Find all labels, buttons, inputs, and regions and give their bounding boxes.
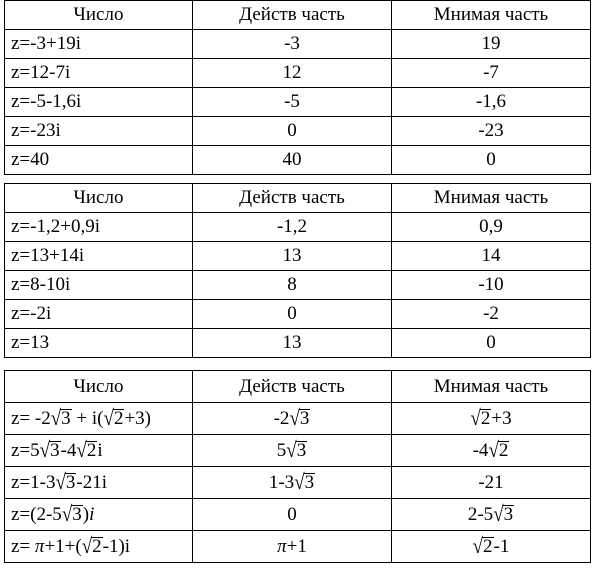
text-part: 2-5 (467, 504, 494, 525)
cell-real: -3 (193, 30, 392, 59)
cell-number (5, 403, 193, 435)
sqrt-expression (286, 435, 307, 466)
table-3 (4, 370, 591, 563)
text-part: i (97, 440, 103, 461)
cell-imag: 0 (392, 329, 591, 358)
cell-number (5, 467, 193, 499)
sqrt-expression (289, 403, 310, 434)
text-part: -2 (273, 408, 290, 429)
cell-real: 0 (193, 499, 392, 531)
cell-number: z=-23i (5, 117, 193, 146)
sqrt-sign: √ (55, 470, 66, 495)
table-row (5, 59, 591, 88)
text-part: 1-3 (268, 472, 295, 493)
cell-real: 40 (193, 146, 392, 175)
sqrt-expression (76, 435, 97, 466)
table-row (5, 146, 591, 175)
cell-real (193, 531, 392, 563)
cell-real: 0 (193, 117, 392, 146)
table-row (5, 88, 591, 117)
sqrt-expression (470, 403, 491, 434)
table-row (5, 531, 591, 563)
cell-number (5, 499, 193, 531)
cell-imag: -1,6 (392, 88, 591, 117)
table-row (5, 435, 591, 467)
cell-imag: 0 (392, 146, 591, 175)
header-real-part: Действ часть (193, 184, 392, 213)
header-imaginary-part: Мнимая часть (392, 184, 591, 213)
text-part: ) (82, 504, 90, 525)
cell-number: z=-5-1,6i (5, 88, 193, 117)
cell-number: z=8-10i (5, 271, 193, 300)
table-row (5, 117, 591, 146)
sqrt-sign: √ (50, 406, 62, 431)
header-imaginary-part: Мнимая часть (392, 1, 591, 30)
text-part: +1 (286, 536, 307, 557)
cell-real: -1,2 (193, 213, 392, 242)
sqrt-expression (473, 531, 494, 562)
table-row (5, 213, 591, 242)
cell-real: 0 (193, 300, 392, 329)
table-1 (4, 0, 591, 175)
table-row (5, 271, 591, 300)
sqrt-expression (488, 435, 509, 466)
radicand: 3 (72, 504, 82, 525)
radicand: 2 (92, 536, 102, 557)
radicand: 3 (503, 504, 514, 525)
sqrt-expression (62, 499, 83, 530)
header-number: Число (5, 1, 193, 30)
sqrt-sign: √ (103, 406, 114, 431)
sqrt-expression (55, 467, 76, 498)
cell-real: 8 (193, 271, 392, 300)
header-number: Число (5, 371, 193, 403)
cell-real: -5 (193, 88, 392, 117)
pi-symbol: π (34, 536, 45, 557)
cell-imag: -23 (392, 117, 591, 146)
radicand: 2 (498, 440, 509, 461)
cell-real: 13 (193, 242, 392, 271)
text-part: -4 (472, 440, 489, 461)
table-row (5, 300, 591, 329)
text-part: -21i (76, 472, 108, 493)
radicand: 2 (113, 408, 124, 429)
cell-number: z=40 (5, 146, 193, 175)
table-row (5, 30, 591, 59)
table-header-row (5, 371, 591, 403)
sqrt-expression (40, 435, 61, 466)
text-part: z=5 (11, 440, 40, 461)
table-row (5, 329, 591, 358)
sqrt-expression (294, 467, 315, 498)
table-row (5, 242, 591, 271)
sqrt-sign: √ (488, 438, 499, 463)
radicand: 2 (480, 408, 491, 429)
table-row (5, 499, 591, 531)
cell-imag (392, 435, 591, 467)
cell-number: z=12-7i (5, 59, 193, 88)
table-row (5, 403, 591, 435)
text-part: z=(2-5 (11, 504, 62, 525)
cell-imag: -21 (392, 467, 591, 499)
sqrt-sign: √ (81, 534, 93, 559)
cell-imag (392, 531, 591, 563)
table-header-row (5, 184, 591, 213)
cell-number (5, 435, 193, 467)
cell-real (193, 467, 392, 499)
cell-number (5, 531, 193, 563)
sqrt-expression (51, 403, 72, 434)
radicand: 3 (299, 408, 310, 429)
sqrt-sign: √ (76, 438, 87, 463)
cell-number: z=13+14i (5, 242, 193, 271)
radicand: 3 (61, 408, 71, 429)
cell-imag: -2 (392, 300, 591, 329)
pi-symbol: π (277, 536, 287, 557)
radicand: 3 (296, 440, 307, 461)
table-2 (4, 183, 591, 358)
text-part: 5 (276, 440, 287, 461)
cell-real: 13 (193, 329, 392, 358)
text-part: -4 (60, 440, 77, 461)
imaginary-unit: i (89, 504, 95, 525)
cell-number: z=-3+19i (5, 30, 193, 59)
sqrt-sign: √ (470, 406, 481, 431)
cell-real (193, 435, 392, 467)
sqrt-sign: √ (493, 502, 504, 527)
text-part: + i( (71, 408, 104, 429)
sqrt-sign: √ (39, 438, 51, 463)
text-part: -1 (493, 536, 510, 557)
header-number: Число (5, 184, 193, 213)
cell-number: z=-1,2+0,9i (5, 213, 193, 242)
cell-imag: 19 (392, 30, 591, 59)
radicand: 3 (65, 472, 76, 493)
text-part: +3) (124, 408, 151, 429)
sqrt-sign: √ (61, 502, 73, 527)
text-part: z=1-3 (11, 472, 56, 493)
cell-real: 12 (193, 59, 392, 88)
sqrt-expression (493, 499, 514, 530)
radicand: 2 (86, 440, 97, 461)
cell-imag (392, 403, 591, 435)
table-header-row (5, 1, 591, 30)
cell-imag: 0,9 (392, 213, 591, 242)
sqrt-sign: √ (472, 534, 484, 559)
radicand: 3 (50, 440, 60, 461)
radicand: 3 (304, 472, 315, 493)
sqrt-sign: √ (294, 470, 305, 495)
cell-imag: 14 (392, 242, 591, 271)
header-real-part: Действ часть (193, 1, 392, 30)
cell-imag: -7 (392, 59, 591, 88)
sqrt-sign: √ (286, 438, 297, 463)
sqrt-sign: √ (289, 406, 300, 431)
sqrt-expression (104, 403, 125, 434)
text-part: +1+( (44, 536, 82, 557)
cell-number: z=13 (5, 329, 193, 358)
header-imaginary-part: Мнимая часть (392, 371, 591, 403)
text-part: +3 (491, 408, 512, 429)
text-part: z= (11, 536, 35, 557)
sqrt-expression (82, 531, 103, 562)
text-part: z= -2 (11, 408, 51, 429)
text-part: -1)i (102, 536, 131, 557)
cell-real (193, 403, 392, 435)
radicand: 2 (483, 536, 493, 557)
cell-imag (392, 499, 591, 531)
table-row (5, 467, 591, 499)
cell-number: z=-2i (5, 300, 193, 329)
cell-imag: -10 (392, 271, 591, 300)
header-real-part: Действ часть (193, 371, 392, 403)
